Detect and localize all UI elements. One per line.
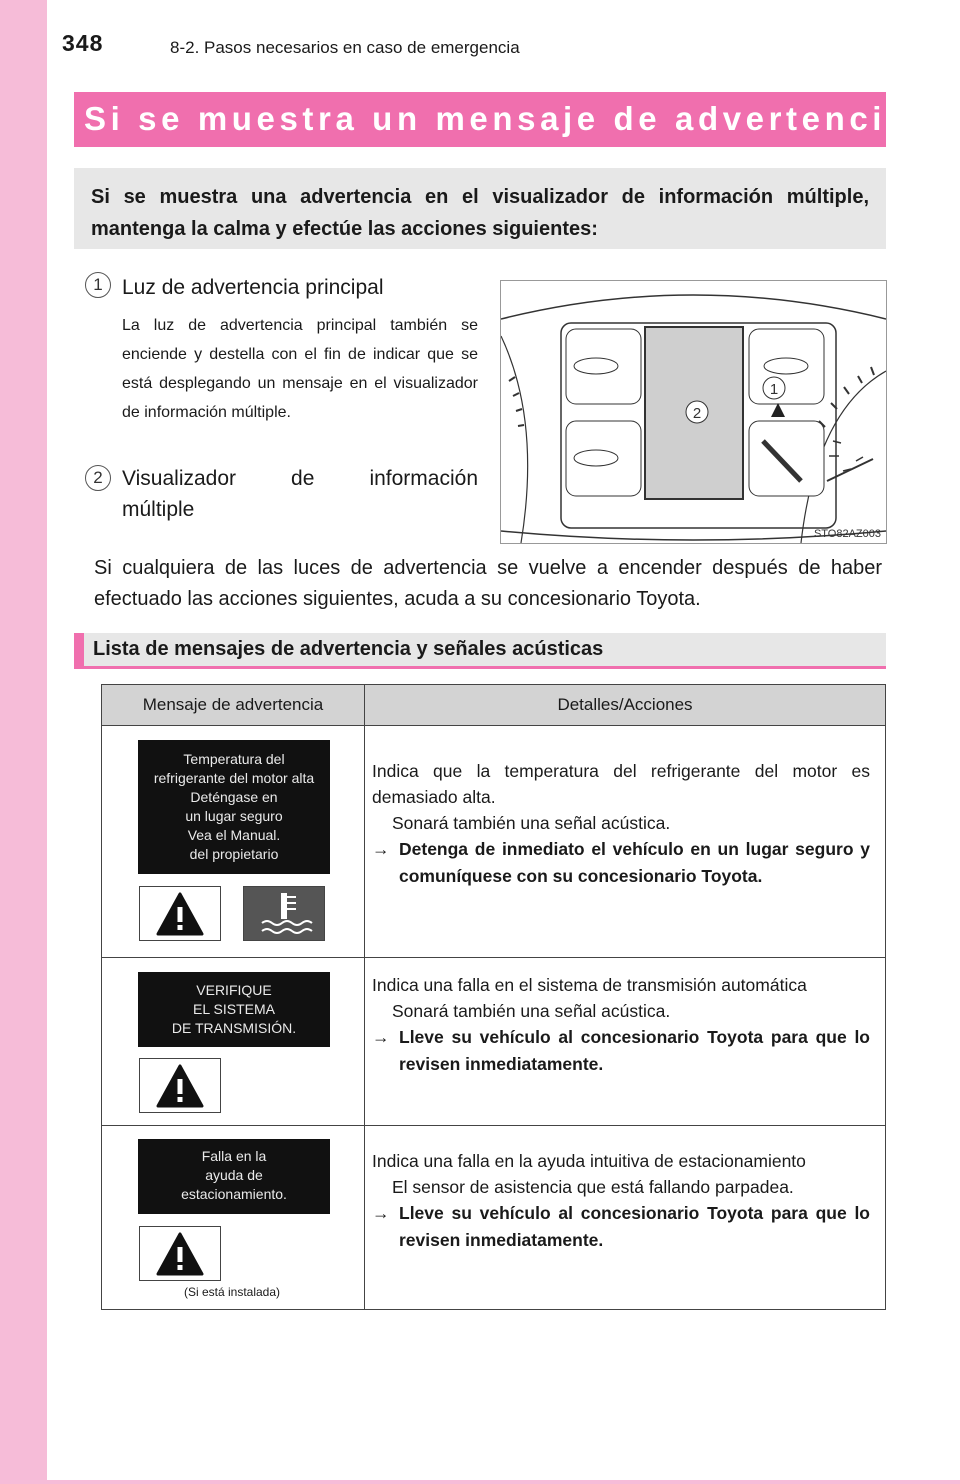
subheading: Lista de mensajes de advertencia y señales acústicas: [93, 638, 604, 660]
details-action: → Lleve su vehículo al concesionario Toyota para que lo revisen inmediatamente.: [372, 1024, 870, 1078]
intro-box: [74, 168, 886, 249]
arrow-icon: →: [372, 839, 390, 859]
details-cell: [365, 726, 886, 958]
side-tab-strip: [0, 0, 47, 1484]
instrument-cluster-figure: [500, 280, 887, 544]
details-sound: Sonará también una señal acústica.: [392, 813, 671, 833]
item-2-badge: 2: [85, 465, 111, 491]
details-lead: Indica que la temperatura del refrigerante del motor es demasiado alta.: [372, 761, 870, 807]
display-message: Falla en la ayuda de estacionamiento.: [138, 1139, 330, 1214]
coolant-temperature-icon: [243, 886, 325, 941]
followup-text: Si cualquiera de las luces de advertencia se vuelve a encender después de haber efectuado las acciones siguientes, acuda a su concesionario Toyota.: [94, 557, 882, 610]
details-cell: [365, 958, 886, 1126]
warning-triangle-icon: [139, 1226, 221, 1281]
details-action: → Detenga de inmediato el vehículo en un lugar seguro y comuníquese con su concesionario Toyota.: [372, 836, 870, 890]
warning-messages-table: [101, 684, 886, 1310]
figure-code: STO82AZ003: [813, 528, 881, 540]
figure-callout-2: 2: [692, 405, 702, 422]
details-action: → Lleve su vehículo al concesionario Toyota para que lo revisen inmediatamente.: [372, 1200, 870, 1254]
installation-note: (Si está instalada): [183, 1285, 281, 1299]
details-sound: Sonará también una señal acústica.: [392, 1001, 671, 1021]
section-title: 8-2. Pasos necesarios en caso de emergencia: [170, 38, 520, 57]
item-2-label: Visualizador de información múltiple: [122, 467, 478, 521]
warning-triangle-icon: [139, 886, 221, 941]
message-cell: [102, 1126, 365, 1310]
page-number: 348: [62, 30, 104, 56]
main-heading: Si se muestra un mensaje de advertencia: [84, 100, 910, 137]
table-row: [102, 958, 886, 1126]
warning-triangle-icon: [139, 1058, 221, 1113]
arrow-icon: →: [372, 1027, 390, 1047]
table-header: Detalles/Acciones: [365, 685, 886, 726]
item-1-badge: 1: [85, 272, 111, 298]
instrument-cluster-illustration: [501, 281, 886, 543]
table-row: [102, 1126, 886, 1310]
details-lead: Indica una falla en la ayuda intuitiva de estacionamiento: [372, 1151, 806, 1171]
arrow-icon: →: [372, 1203, 390, 1223]
message-cell: [102, 958, 365, 1126]
details-sound: El sensor de asistencia que está fallando parpadea.: [392, 1177, 794, 1197]
item-1-label: Luz de advertencia principal: [122, 276, 384, 299]
main-heading-bar: [74, 92, 910, 147]
table-header: Mensaje de advertencia: [102, 685, 365, 726]
intro-text: Si se muestra una advertencia en el visualizador de información múltiple, mantenga la calma y efectúe las acciones siguientes:: [91, 186, 869, 240]
details-lead: Indica una falla en el sistema de transmisión automática: [372, 975, 807, 995]
display-message: VERIFIQUE EL SISTEMA DE TRANSMISIÓN.: [138, 972, 330, 1047]
bottom-strip: [0, 1480, 960, 1484]
table-row: [102, 726, 886, 958]
display-message: Temperatura del refrigerante del motor alta Deténgase en un lugar seguro Vea el Manual. del propietario: [138, 740, 330, 874]
subheading-bar: [74, 633, 886, 669]
item-1-description: La luz de advertencia principal también se enciende y destella con el fin de indicar que se está desplegando un mensaje en el visualizador de información múltiple.: [122, 317, 478, 421]
message-cell: [102, 726, 365, 958]
details-cell: [365, 1126, 886, 1310]
figure-callout-1: 1: [769, 381, 779, 398]
